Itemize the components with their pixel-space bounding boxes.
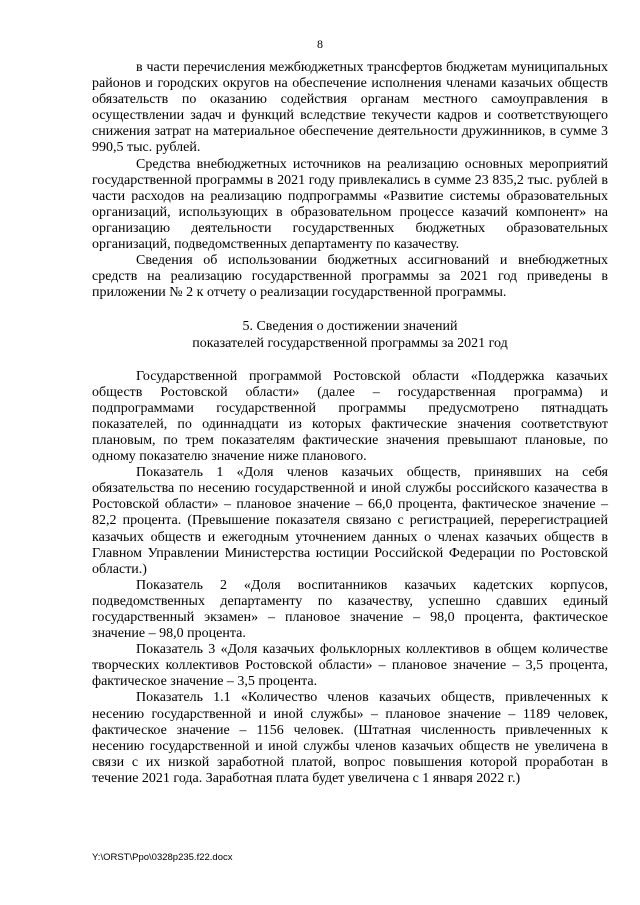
paragraph-indicators-summary: Государственной программой Ростовской области «Поддержка казачьих обществ Ростовской области» (далее – государственная программа) и подпрограммами государственной программы предусмотрено пятнадцать показателей, по одиннадцати из которых фактические значения соответствуют плановым, по трем показателям фактические значения превышают плановые, по одному показателю значение ниже планового. [92,368,608,465]
footer-file-path: Y:\ORST\Ppo\0328p235.f22.docx [92,852,233,863]
section-heading-line-1: 5. Сведения о достижении значений [242,319,458,335]
page-number: 8 [317,37,323,51]
paragraph-indicator-2: Показатель 2 «Доля воспитанников казачьих кадетских корпусов, подведомственных департаменту по казачеству, успешно сдавших единый государственный экзамен» – плановое значение – 98,0 процента, фактическое значение – 98,0 процента. [92,577,608,642]
paragraph-budget-transfers: в части перечисления межбюджетных трансфертов бюджетам муниципальных районов и городских округов на обеспечение исполнения членами казачьих обществ обязательств по оказанию содействия органам местного самоуправления в осуществлении задач и функций вследствие текучести кадров и соответствующего снижения затрат на материальное обеспечение деятельности дружинников, в сумме 3 990,5 тыс. рублей. [92,60,608,156]
section-heading-line-2: показателей государственной программы за 2021 год [192,335,508,351]
paragraph-indicator-1-1: Показатель 1.1 «Количество членов казачьих обществ, привлеченных к несению государственной и иной службы» – плановое значение – 1189 человек, фактическое значение – 1156 человек. (Штатная численность привлеченных к несению государственной и иной службы членов казачьих обществ не увеличена в связи с их низкой заработной платой, вопрос повышения которой проработан в течение 2021 года. Заработная плата будет увеличена с 1 января 2022 г.) [92,690,608,786]
paragraph-indicator-3: Показатель 3 «Доля казачьих фольклорных коллективов в общем количестве творческих коллективов Ростовской области» – плановое значение – 3,5 процента, фактическое значение – 3,5 процента. [92,642,608,690]
paragraph-appendix-reference: Сведения об использовании бюджетных ассигнований и внебюджетных средств на реализацию государственной программы за 2021 год приведены в приложении № 2 к отчету о реализации государственной программы. [92,253,608,301]
section-heading [92,319,608,351]
paragraph-extrabudgetary-sources: Средства внебюджетных источников на реализацию основных мероприятий государственной программы в 2021 году привлекались в сумме 23 835,2 тыс. рублей в части расходов на реализацию подпрограммы «Развитие системы образовательных организаций, использующих в образовательном процессе казачий компонент» на организацию деятельности государственных бюджетных образовательных организаций, подведомственных департаменту по казачеству. [92,156,608,253]
document-body [92,60,608,787]
paragraph-indicator-1: Показатель 1 «Доля членов казачьих обществ, принявших на себя обязательства по несению государственной и иной службы российского казачества в Ростовской области» – плановое значение – 66,0 процента, фактическое значение – 82,2 процента. (Превышение показателя связано с регистрацией, перерегистрацией казачьих обществ и ежегодным уточнением данных о членах казачьих обществ в Главном Управлении Министерства юстиции Российской Федерации по Ростовской области.) [92,465,608,577]
